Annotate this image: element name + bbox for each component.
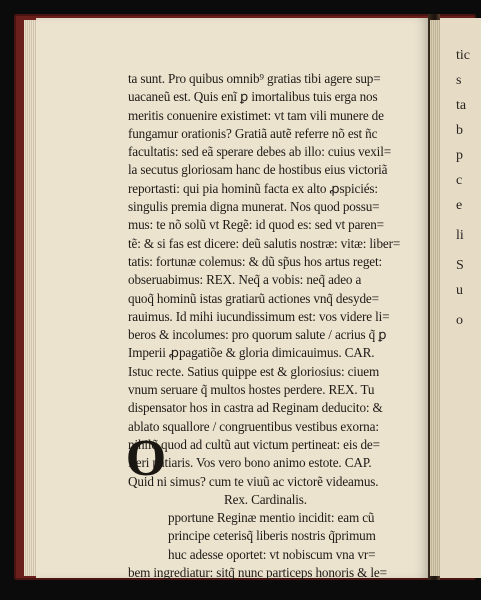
facing-line: ta (456, 98, 467, 113)
text-line: Istuc recte. Satius quippe est & gloriosius: ciuem (128, 363, 380, 379)
facing-line: u (456, 283, 463, 298)
text-line: fungamur orationis? Gratiã autẽ referre nõ est ñc (128, 125, 378, 141)
text-line: meritis conuenire existimet: vt tam vili munere de (128, 107, 384, 123)
facing-line: li (456, 228, 464, 243)
text-line: vnum seruare q̃ multos hostes perdere. REX. Tu (128, 382, 375, 398)
text-line: rauimus. Id mihi iucundissimum est: vos videre li= (128, 308, 390, 324)
facing-line: s (456, 73, 462, 88)
text-line: huc adesse oportet: vt nobiscum vna vr= (168, 546, 376, 562)
text-line: tatis: fortunæ colemus: & dũ sp̃us hos artus reget: (128, 253, 383, 269)
text-line: bem ingrediatur: sitq̃ nunc particeps honoris & le= (128, 565, 387, 581)
facing-line: p (456, 148, 463, 163)
text-line: ablato squallore / congruentibus vestibus exorna: (128, 418, 379, 434)
section-heading: Rex. Cardinalis. (224, 491, 307, 507)
facing-line: e (456, 198, 463, 213)
facing-line: c (456, 173, 463, 188)
text-line: tẽ: & si fas est dicere: deũ salutis nostræ: vitæ: liber= (128, 235, 401, 251)
text-line: la secutus gloriosam hanc de hostibus eius victoriã (128, 162, 388, 178)
text-line: Quid ni simus? cum te viuũ ac victorẽ videamus. (128, 473, 379, 489)
decorated-initial: O (125, 430, 167, 487)
text-line: principe ceterisq̃ liberis nostris q̃primum (168, 528, 376, 544)
facing-line: b (456, 123, 463, 138)
text-line: nihilq̃ quod ad cultũ aut victum pertineat: eis de= (128, 436, 380, 452)
text-line: pportune Reginæ mentio incidit: eam cũ (168, 510, 375, 526)
page-text (128, 70, 404, 582)
text-line: facultatis: sed eã sperare debes ab illo: cuius vexil= (128, 144, 391, 160)
text-line: beros & incolumes: pro quorum salute / acrius q̃ ꝑ (128, 327, 387, 343)
text-line: Imperii ꝓpagatiõe & gloria dimicauimus. CAR. (128, 345, 375, 361)
facing-page (440, 18, 481, 578)
text-line: singulis premia digna munerat. Nos quod possu= (128, 199, 380, 215)
text-line: mus: te nõ solũ vt Regẽ: id quod es: sed vt paren= (128, 217, 384, 233)
text-line: obseruabimus: REX. Neq̃ a vobis: neq̃ adeo a (128, 272, 362, 288)
text-line: quoq̃ hominũ istas gratiarũ actiones vnq̃ desyde= (128, 290, 379, 306)
text-line: ta sunt. Pro quibus omnib⁹ gratias tibi agere sup= (128, 71, 381, 86)
facing-line: S (456, 258, 464, 273)
text-line: fieri patiaris. Vos vero bono animo estote. CAP. (128, 455, 372, 471)
facing-line: tic (456, 48, 470, 63)
text-line: dispensator hos in castra ad Reginam deducito: & (128, 400, 383, 416)
text-line: uacaneũ est. Quis enĩ ꝑ imortalibus tuis erga nos (128, 89, 378, 105)
facing-page-edges (430, 20, 440, 576)
text-line: reportasti: qui pia hominũ facta ex alto ꝓspiciés: (128, 180, 378, 196)
facing-line: o (456, 313, 463, 328)
